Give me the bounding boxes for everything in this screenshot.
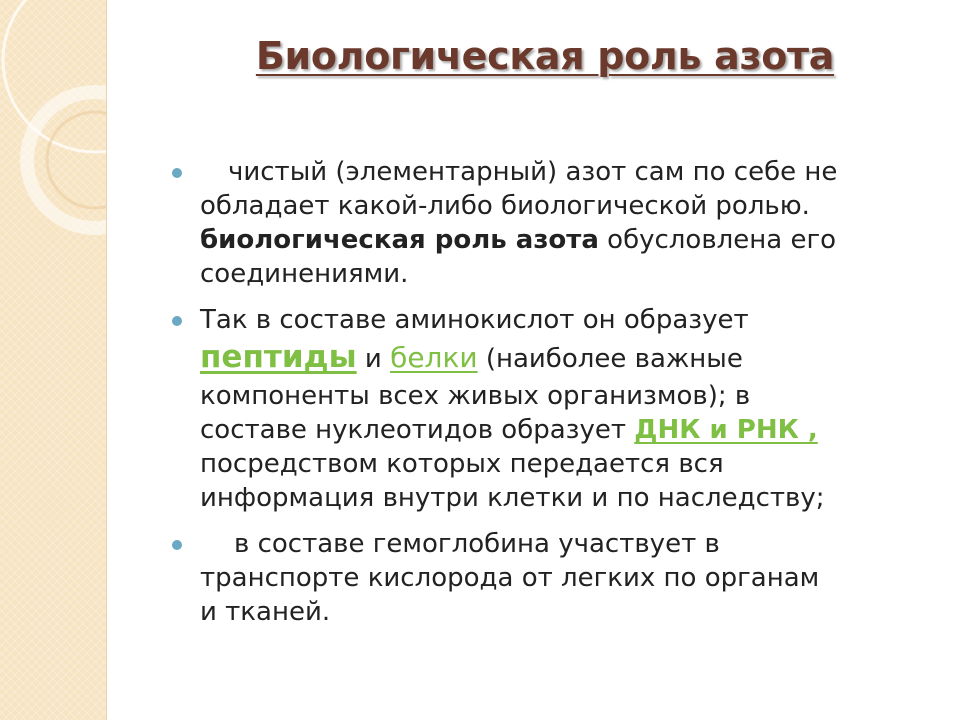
bullet-2-line-3: компоненты всех живых организмов); в bbox=[200, 381, 751, 411]
bullet-1-line-1: чистый (элементарный) азот сам по себе не bbox=[228, 157, 838, 187]
bullet-1-line-2: обладает какой-либо биологической ролью. bbox=[200, 191, 810, 221]
decorative-rings bbox=[0, 0, 106, 260]
bullet-icon bbox=[172, 540, 182, 550]
slide-title bbox=[150, 34, 940, 94]
bullet-item-1 bbox=[172, 155, 932, 291]
slide-title-text: Биологическая роль азота bbox=[255, 34, 835, 78]
bullet-2-line-4-pre: составе нуклеотидов образует bbox=[200, 415, 635, 445]
bullet-2-line-6: информация внутри клетки и по наследству; bbox=[200, 483, 825, 513]
bullet-1-line-3-rest: обусловлена его bbox=[598, 225, 837, 255]
bullet-2-line-4 bbox=[200, 413, 932, 447]
bullet-2-line-2 bbox=[200, 337, 932, 379]
bold-phrase: биологическая роль азота bbox=[200, 225, 599, 255]
bullet-3-line-3: и тканей. bbox=[200, 597, 331, 627]
bullet-2-line-1: Так в составе аминокислот он образует bbox=[200, 305, 749, 335]
bullet-icon bbox=[172, 168, 182, 178]
bullet-3-line-1: в составе гемоглобина участвует в bbox=[234, 529, 720, 559]
conjunction: и bbox=[356, 344, 391, 374]
link-dna-rna[interactable]: ДНК и РНК , bbox=[634, 415, 818, 445]
bullet-3-line-2: транспорте кислорода от легких по органам bbox=[200, 563, 820, 593]
link-peptides[interactable]: пептиды bbox=[200, 339, 357, 375]
bullet-item-2 bbox=[172, 303, 932, 515]
bullet-list bbox=[172, 155, 932, 641]
bullet-item-3 bbox=[172, 527, 932, 629]
bullet-2-line-2-rest: (наиболее важные bbox=[477, 344, 743, 374]
bullet-icon bbox=[172, 316, 182, 326]
bullet-1-line-3 bbox=[200, 223, 932, 257]
bullet-2-line-5: посредством которых передается вся bbox=[200, 449, 724, 479]
link-proteins[interactable]: белки bbox=[390, 341, 478, 374]
bullet-1-line-4: соединениями. bbox=[200, 259, 409, 289]
